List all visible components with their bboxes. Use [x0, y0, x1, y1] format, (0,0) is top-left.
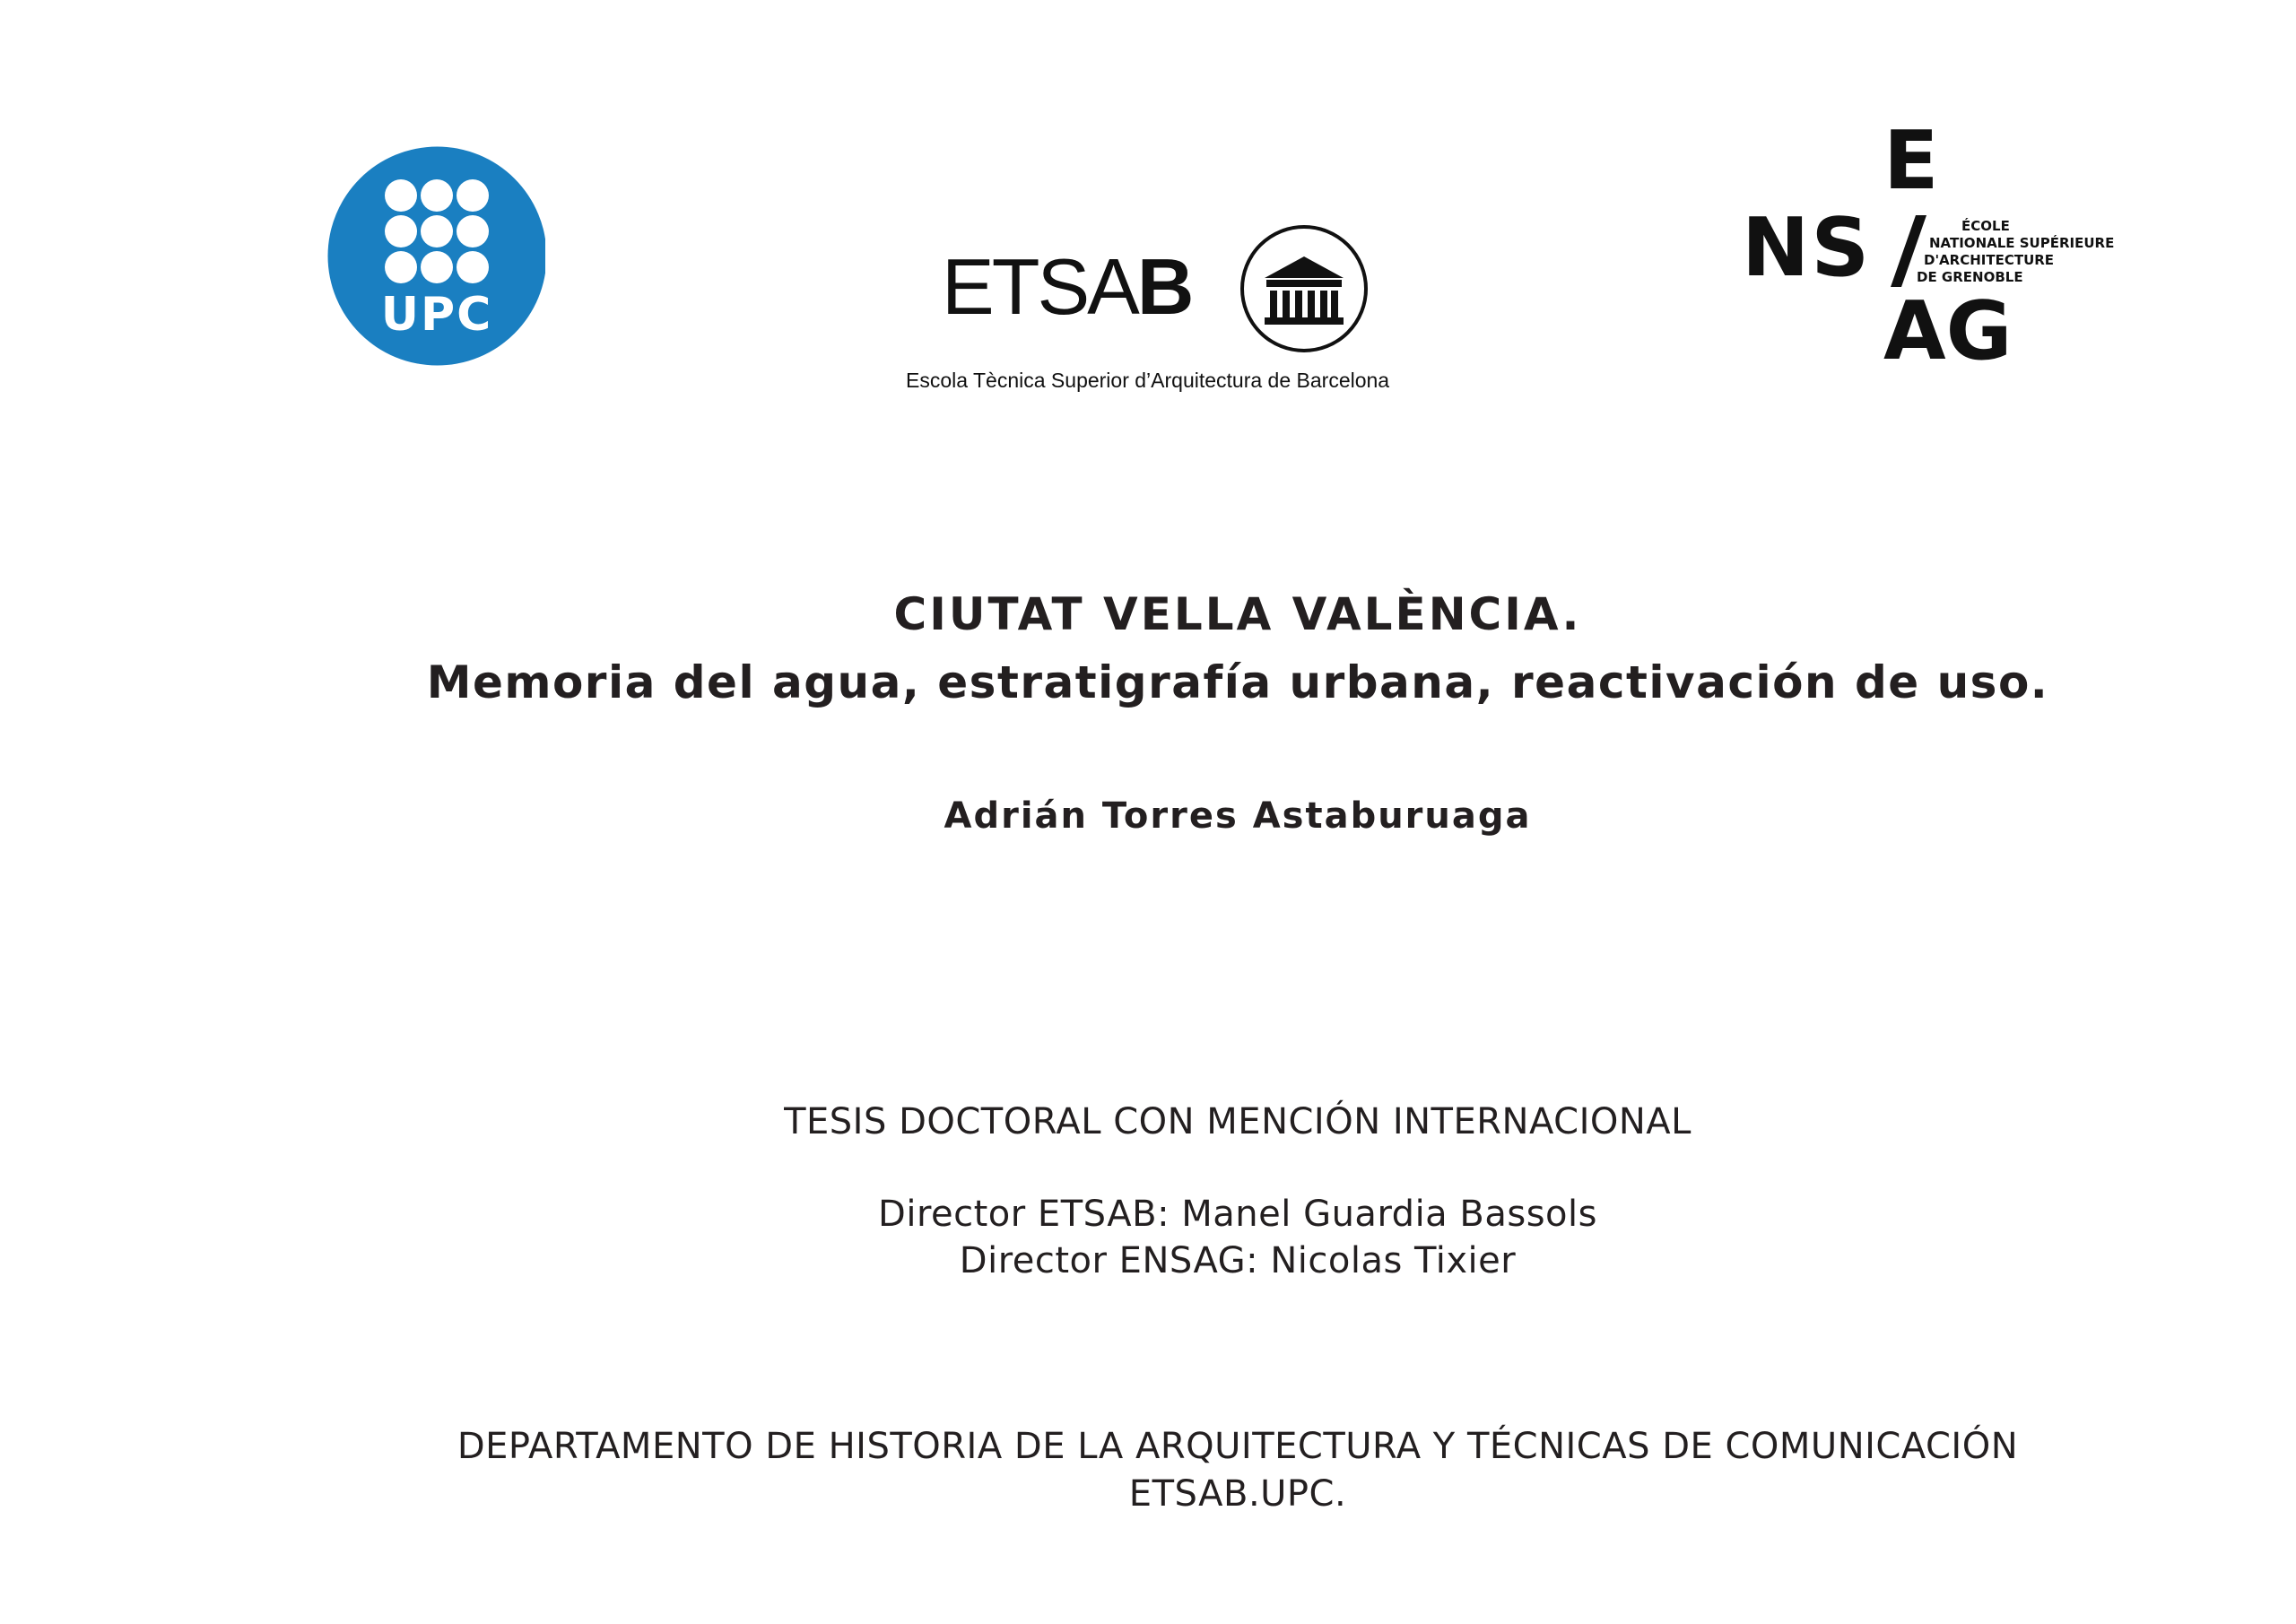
institution-name: ETSAB.UPC.: [1128, 1473, 1347, 1515]
ensag-logo-letters-ns: NS: [1742, 201, 1872, 295]
thesis-type: TESIS DOCTORAL CON MENCIÓN INTERNACIONAL: [784, 1101, 1692, 1142]
ensag-logo-line: D'ARCHITECTURE: [1924, 252, 2055, 268]
ensag-logo-line: NATIONALE SUPÉRIEURE: [1929, 235, 2115, 251]
etsab-word-light: ETSA: [942, 242, 1137, 331]
author-name: Adrián Torres Astaburuaga: [944, 795, 1532, 837]
etsab-logo-wordmark: [942, 242, 1193, 332]
department-name: DEPARTAMENTO DE HISTORIA DE LA ARQUITECTURA Y TÉCNICAS DE COMUNICACIÓN: [457, 1426, 2019, 1467]
upc-logo: [327, 146, 547, 366]
classical-building-icon: [1238, 222, 1370, 355]
ensag-logo-text: [1917, 218, 2130, 286]
etsab-word-bold: B: [1136, 242, 1192, 331]
thesis-title-line-1: CIUTAT VELLA VALÈNCIA.: [893, 588, 1582, 640]
ensag-logo-line: ÉCOLE: [1961, 218, 2010, 234]
director-etsab: Director ETSAB: Manel Guardia Bassols: [878, 1194, 1597, 1235]
upc-logo-text: UPC: [380, 288, 493, 342]
thesis-title-line-2: Memoria del agua, estratigrafía urbana, reactivación de uso.: [426, 656, 2049, 708]
upc-logo-mark: [327, 146, 547, 366]
ensag-logo-letter-e: E: [1883, 114, 1939, 208]
director-ensag: Director ENSAG: Nicolas Tixier: [959, 1240, 1517, 1281]
ensag-logo-letters-ag: AG: [1883, 284, 2013, 378]
ensag-logo-line: DE GRENOBLE: [1917, 269, 2023, 285]
etsab-logo-subtitle: Escola Tècnica Superior d’Arquitectura de Barcelona: [906, 369, 1390, 392]
